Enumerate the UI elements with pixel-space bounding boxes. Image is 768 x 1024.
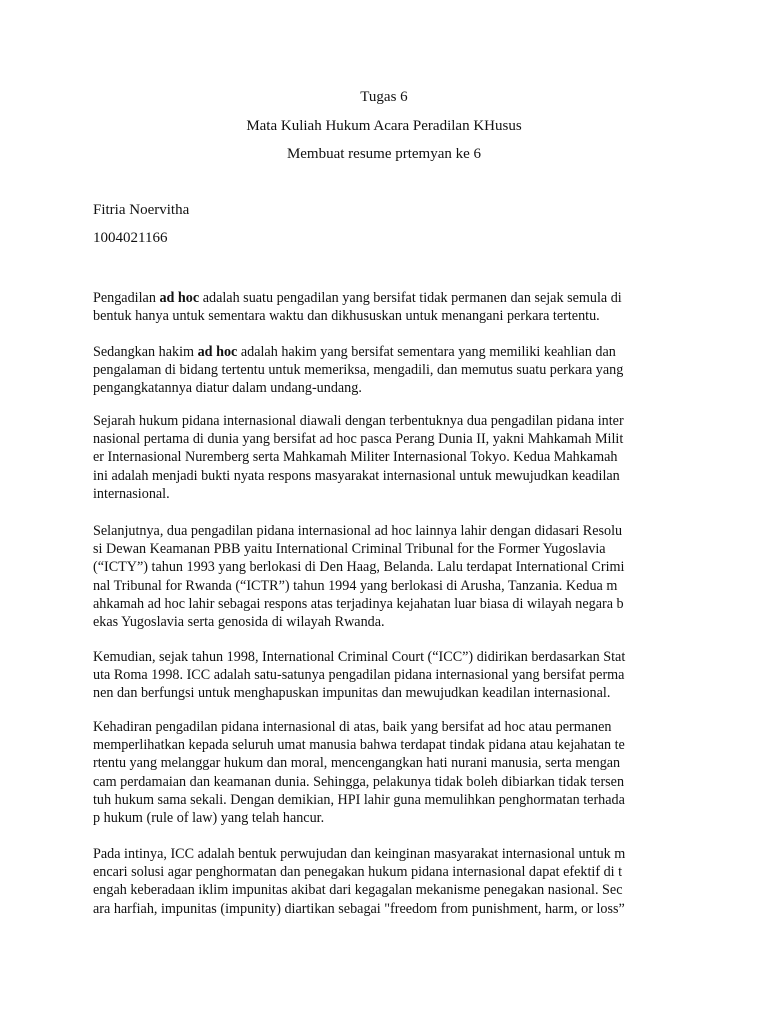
paragraph-line [93, 343, 675, 361]
paragraph-line: Pada intinya, ICC adalah bentuk perwujudan dan keinginan masyarakat internasional untuk m [93, 846, 626, 862]
text-run: adalah hakim yang bersifat sementara yang memiliki keahlian dan [237, 344, 616, 360]
paragraph-line: si Dewan Keamanan PBB yaitu International Criminal Tribunal for the Former Yugoslavia [93, 541, 606, 558]
paragraph-line: internasional. [93, 485, 170, 502]
paragraph-4 [93, 522, 693, 631]
paragraph-line: ini adalah menjadi bukti nyata respons masyarakat internasional untuk mewujudkan keadilan [93, 467, 620, 484]
paragraph-line: p hukum (rule of law) yang telah hancur. [93, 809, 325, 826]
paragraph-line: Kemudian, sejak tahun 1998, International Criminal Court (“ICC”) didirikan berdasarkan Stat [93, 649, 626, 665]
paragraph-line: pengalaman di bidang tertentu untuk memeriksa, mengadili, dan memutus suatu perkara yang [93, 362, 624, 379]
paragraph-line: rtentu yang melanggar hukum dan moral, mencengangkan hati nurani manusia, serta mengan [93, 755, 621, 772]
paragraph-line: nasional pertama di dunia yang bersifat ad hoc pasca Perang Dunia II, yakni Mahkamah Milit [93, 431, 624, 448]
text-run: Sedangkan hakim [93, 344, 198, 360]
paragraph-3 [93, 412, 693, 503]
paragraph-line: nen dan berfungsi untuk menghapuskan impunitas dan mewujudkan keadilan internasional. [93, 685, 611, 702]
assignment-subtitle: Membuat resume prtemyan ke 6 [286, 146, 482, 162]
paragraph-line: Kehadiran pengadilan pidana internasional di atas, baik yang bersifat ad hoc atau permanen [93, 719, 612, 735]
paragraph-1 [93, 289, 693, 325]
paragraph-line: cam perdamaian dan keamanan dunia. Sehingga, pelakunya tidak boleh dibiarkan tidak tersen [93, 773, 625, 790]
paragraph-line: tuh hukum sama sekali. Dengan demikian, HPI lahir guna memulihkan penghormatan terhada [93, 791, 625, 808]
paragraph-line [93, 289, 675, 307]
paragraph-line: ekas Yugoslavia serta genosida di wilayah Rwanda. [93, 613, 385, 630]
paragraph-line: pengangkatannya diatur dalam undang-undang. [93, 380, 362, 397]
paragraph-line: nal Tribunal for Rwanda (“ICTR”) tahun 1994 yang berlokasi di Arusha, Tanzania. Kedua m [93, 577, 618, 594]
paragraph-7 [93, 845, 693, 918]
bold-term: ad hoc [159, 290, 200, 306]
paragraph-line: (“ICTY”) tahun 1993 yang berlokasi di Den Haag, Belanda. Lalu terdapat International Crimi [93, 559, 625, 576]
paragraph-line: Sejarah hukum pidana internasional diawali dengan terbentuknya dua pengadilan pidana inter [93, 413, 624, 429]
paragraph-6 [93, 718, 693, 827]
paragraph-line: ahkamah ad hoc lahir sebagai respons atas terjadinya kejahatan luar biasa di wilayah negara b [93, 595, 624, 612]
paragraph-line: engah keberadaan iklim impunitas akibat dari kegagalan mekanisme penegakan nasional. Sec [93, 882, 623, 899]
paragraph-line: memperlihatkan kepada seluruh umat manusia bahwa terdapat tindak pidana atau kejahatan te [93, 737, 625, 754]
paragraph-line: encari solusi agar penghormatan dan penegakan hukum pidana internasional dapat efektif di t [93, 864, 623, 881]
paragraph-line: ara harfiah, impunitas (impunity) diartikan sebagai "freedom from punishment, harm, or loss” [93, 900, 625, 917]
course-title: Mata Kuliah Hukum Acara Peradilan KHusus [246, 118, 522, 134]
paragraph-line: Selanjutnya, dua pengadilan pidana internasional ad hoc lainnya lahir dengan didasari Resolu [93, 523, 623, 539]
paragraph-5 [93, 648, 693, 703]
paragraph-line: uta Roma 1998. ICC adalah satu-satunya pengadilan pidana internasional yang bersifat perma [93, 667, 625, 684]
document-title: Tugas 6 [360, 89, 408, 105]
paragraph-2 [93, 343, 693, 398]
text-run: Pengadilan [93, 290, 160, 306]
paragraph-line: bentuk hanya untuk sementara waktu dan dikhususkan untuk menangani perkara tertentu. [93, 308, 600, 325]
student-id: 1004021166 [93, 230, 168, 246]
paragraph-line: er Internasional Nuremberg serta Mahkamah Militer Internasional Tokyo. Kedua Mahkamah [93, 449, 618, 466]
author-name: Fitria Noervitha [93, 202, 190, 218]
text-run: adalah suatu pengadilan yang bersifat tidak permanen dan sejak semula di [199, 290, 622, 306]
bold-term: ad hoc [197, 344, 238, 360]
